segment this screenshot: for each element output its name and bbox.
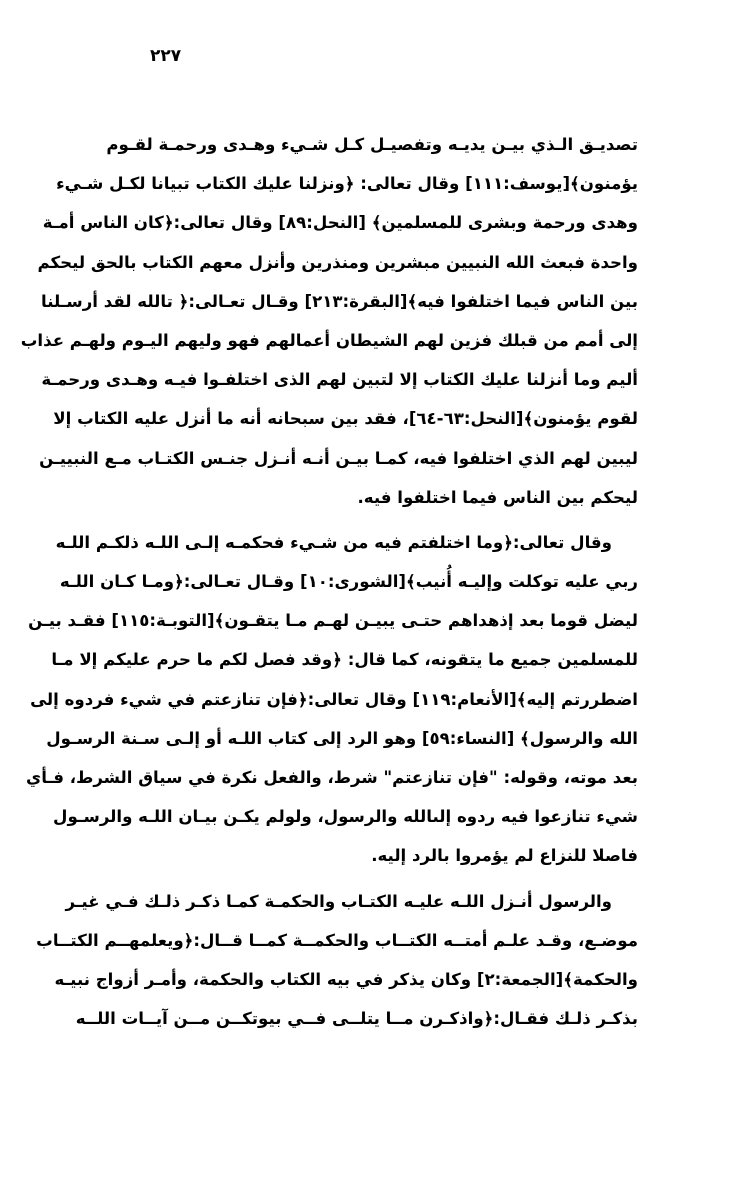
paragraph-start-line: وقال تعالى:﴿وما اختلفتم فيه من شـيء فحكمـه إلـى اللـه ذلكـم اللـه (55, 532, 612, 552)
text-line: أليم وما أنزلنا عليك الكتاب إلا لتبين لهم الذى اختلفـوا فيـه وهـدى ورحمـة (41, 370, 638, 390)
text-line: بذكـر ذلـك فقـال:﴿واذكـرن مــا يتلــى فــي بيوتكــن مــن آيــات اللــه (75, 1009, 638, 1029)
paragraph-end-line: فاصلا للنزاع لم يؤمروا بالرد إليه. (371, 846, 638, 866)
text-line: ليبين لهم الذي اختلفوا فيه، كمـا بيـن أنـه أنـزل جنـس الكتـاب مـع النبييـن (39, 448, 638, 468)
text-line: اضطررتم إليه﴾[الأنعام:١١٩] وقال تعالى:﴿فإن تنازعتم في شيء فردوه إلى (30, 689, 638, 709)
text-line: بعد موته، وقوله: "فإن تنازعتم" شرط، والفعل نكرة في سياق الشرط، فـأي (26, 768, 638, 787)
text-line: تصديـق الـذي بيـن يديـه وتفصيـل كـل شـيء وهـدى ورحمـة لقـوم (106, 135, 638, 154)
paragraph-end-line: ليحكم بين الناس فيما اختلفوا فيه. (357, 487, 638, 507)
text-line: موضـع، وقـد علـم أمتــه الكتــاب والحكمــة كمــا قــال:﴿ويعلمهــم الكتــاب (36, 930, 638, 950)
text-line: لقوم يؤمنون﴾[النحل:٦٣-٦٤]، فقد بين سبحانه أنه ما أنزل عليه الكتاب إلا (53, 409, 638, 429)
text-line: وهدى ورحمة وبشرى للمسلمين﴾ [النحل:٨٩] وقال تعالى:﴿كان الناس أمـة (42, 213, 638, 233)
text-line: ربي عليه توكلت وإليـه أُنيب﴾[الشورى:١٠] وقـال تعـالى:﴿ومـا كـان اللـه (59, 572, 638, 592)
paragraph-start-line: والرسول أنـزل اللـه عليـه الكتـاب والحكمـة كمـا ذكـر ذلـك فـي غيـر (65, 891, 612, 911)
text-line: للمسلمين جميع ما يتقونه، كما قال: ﴿وقد فصل لكم ما حرم عليكم إلا مـا (51, 650, 638, 670)
text-line: بين الناس فيما اختلفوا فيه﴾[البقرة:٢١٣] وقـال تعـالى:﴿ تالله لقد أرسـلنا (40, 291, 638, 311)
body-text (20, 125, 638, 1038)
text-line: الله والرسول﴾ [النساء:٥٩] وهو الرد إلى كتاب اللـه أو إلـى سـنة الرسـول (46, 728, 638, 748)
text-line: ليضل قوما بعد إذهداهم حتـى يبيـن لهـم مـا يتقـون﴾[التوبـة:١١٥] فقـد بيـن (28, 611, 638, 631)
text-line: إلى أمم من قبلك فزين لهم الشيطان أعمالهم فهو وليهم اليـوم ولهـم عذاب (20, 330, 638, 350)
text-line: يؤمنون﴾[يوسف:١١١] وقال تعالى: ﴿ونزلنا عليك الكتاب تبيانا لكـل شـيء (56, 174, 638, 194)
text-line: شيء تنازعوا فيه ردوه إلىالله والرسول، ولولم يكـن بيـان اللـه والرسـول (53, 807, 638, 827)
text-line: والحكمة﴾[الجمعة:٢] وكان يذكر في بيه الكتاب والحكمة، وأمـر أزواج نبيـه (54, 969, 638, 989)
page-number: ٢٢٧ (150, 46, 182, 66)
text-line: واحدة فبعث الله النبيين مبشرين ومنذرين وأنزل معهم الكتاب بالحق ليحكم (37, 252, 638, 272)
